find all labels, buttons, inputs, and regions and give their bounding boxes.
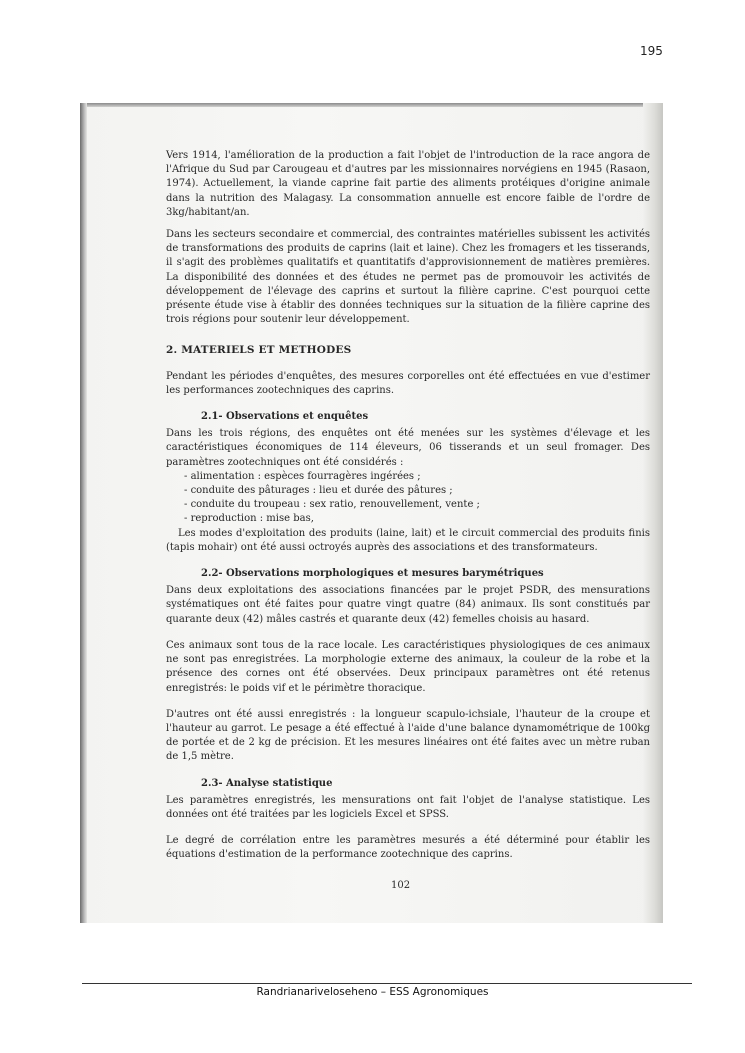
methods-intro: Pendant les périodes d'enquêtes, des mesures corporelles ont été effectuées en vue d'estimer les performances zootechniques des caprins. xyxy=(166,370,650,396)
intro-paragraph-2: Dans les secteurs secondaire et commercial, des contraintes matérielles subissent les activités de transformations des produits de caprins (lait et laine). Chez les fromagers et les tisserands, il s'agit des problèmes qualitatifs et quantitatifs d'approvisionnement de matières premières. La disponibilité des données et des études ne permet pas de promouvoir les activités de développement de l'élevage des caprins et surtout la filière caprine. C'est pourquoi cette présente étude vise à établir des données techniques sur la situation de la filière caprine des trois régions pour soutenir leur développement. xyxy=(166,229,650,326)
parameters-list xyxy=(166,470,650,527)
scan-text-body xyxy=(166,149,650,863)
statistics-paragraph-2: Le degré de corrélation entre les paramètres mesurés a été déterminé pour établir les équations d'estimation de la performance zootechnique des caprins. xyxy=(166,835,650,861)
scan-left-shadow xyxy=(80,103,87,923)
scan-top-shadow xyxy=(80,103,663,107)
observations-text: Dans les trois régions, des enquêtes ont été menées sur les systèmes d'élevage et les caractéristiques économiques de 114 éleveurs, 06 tisserands et un seul fromager. Des paramètres zootechniques ont été considérés : xyxy=(166,428,650,468)
subheading-observations: 2.1- Observations et enquêtes xyxy=(201,411,369,423)
statistics-paragraph-1: Les paramètres enregistrés, les mensurations ont fait l'objet de l'analyse statistique. Les données ont été traitées par les logiciels Excel et SPSS. xyxy=(166,794,650,820)
observations-closing: Les modes d'exploitation des produits (laine, lait) et le circuit commercial des produits finis (tapis mohair) ont été aussi octroyés auprès des associations et des transformateurs. xyxy=(166,527,650,553)
footer-divider xyxy=(82,983,692,984)
morphology-paragraph-1: Dans deux exploitations des associations financées par le projet PSDR, des mensurations systématiques ont été faites pour quatre vingt quatre (84) animaux. Ils sont constitués par quarante deux (42) mâles castrés et quarante deux (42) femelles choisis au hasard. xyxy=(166,585,650,625)
intro-paragraph-1: Vers 1914, l'amélioration de la production a fait l'objet de l'introduction de la race angora de l'Afrique du Sud par Carougeau et d'autres par les missionnaires norvégiens en 1945 (Rasaon, 1974). Actuellement, la viande caprine fait partie des aliments protéiques d'origine animale dans la nutrition des Malagasy. La consommation annuelle est encore faible de l'ordre de 3kg/habitant/an. xyxy=(166,150,650,218)
list-item: - reproduction : mise bas, xyxy=(184,512,650,526)
subheading-statistics: 2.3- Analyse statistique xyxy=(201,777,333,789)
subheading-morphology: 2.2- Observations morphologiques et mesures barymétriques xyxy=(201,568,544,580)
morphology-paragraph-3: D'autres ont été aussi enregistrés : la longueur scapulo-ichsiale, l'hauteur de la croupe et l'hauteur au garrot. Le pesage a été effectué à l'aide d'une balance dynamométrique de 100kg de portée et de 2 kg de précision. Et les mesures linéaires ont été faites avec un mètre ruban de 1,5 mètre. xyxy=(166,708,650,763)
list-item: - alimentation : espèces fourragères ingérées ; xyxy=(184,470,650,484)
list-item: - conduite des pâturages : lieu et durée des pâtures ; xyxy=(184,484,650,498)
morphology-paragraph-2: Ces animaux sont tous de la race locale. Les caractéristiques physiologiques de ces animaux ne sont pas enregistrées. La morphologie externe des animaux, la couleur de la robe et la présence des cornes ont été observées. Deux principaux paramètres ont été retenus enregistrés: le poids vif et le périmètre thoracique. xyxy=(166,639,650,694)
page-number: 195 xyxy=(640,44,663,58)
scanned-page-number: 102 xyxy=(391,880,411,891)
section-heading-methods: 2. MATERIELS ET METHODES xyxy=(166,344,352,357)
footer-author: Randrianariveloseheno – ESS Agronomiques xyxy=(256,986,489,998)
scanned-page xyxy=(80,103,663,923)
list-item: - conduite du troupeau : sex ratio, renouvellement, vente ; xyxy=(184,498,650,512)
